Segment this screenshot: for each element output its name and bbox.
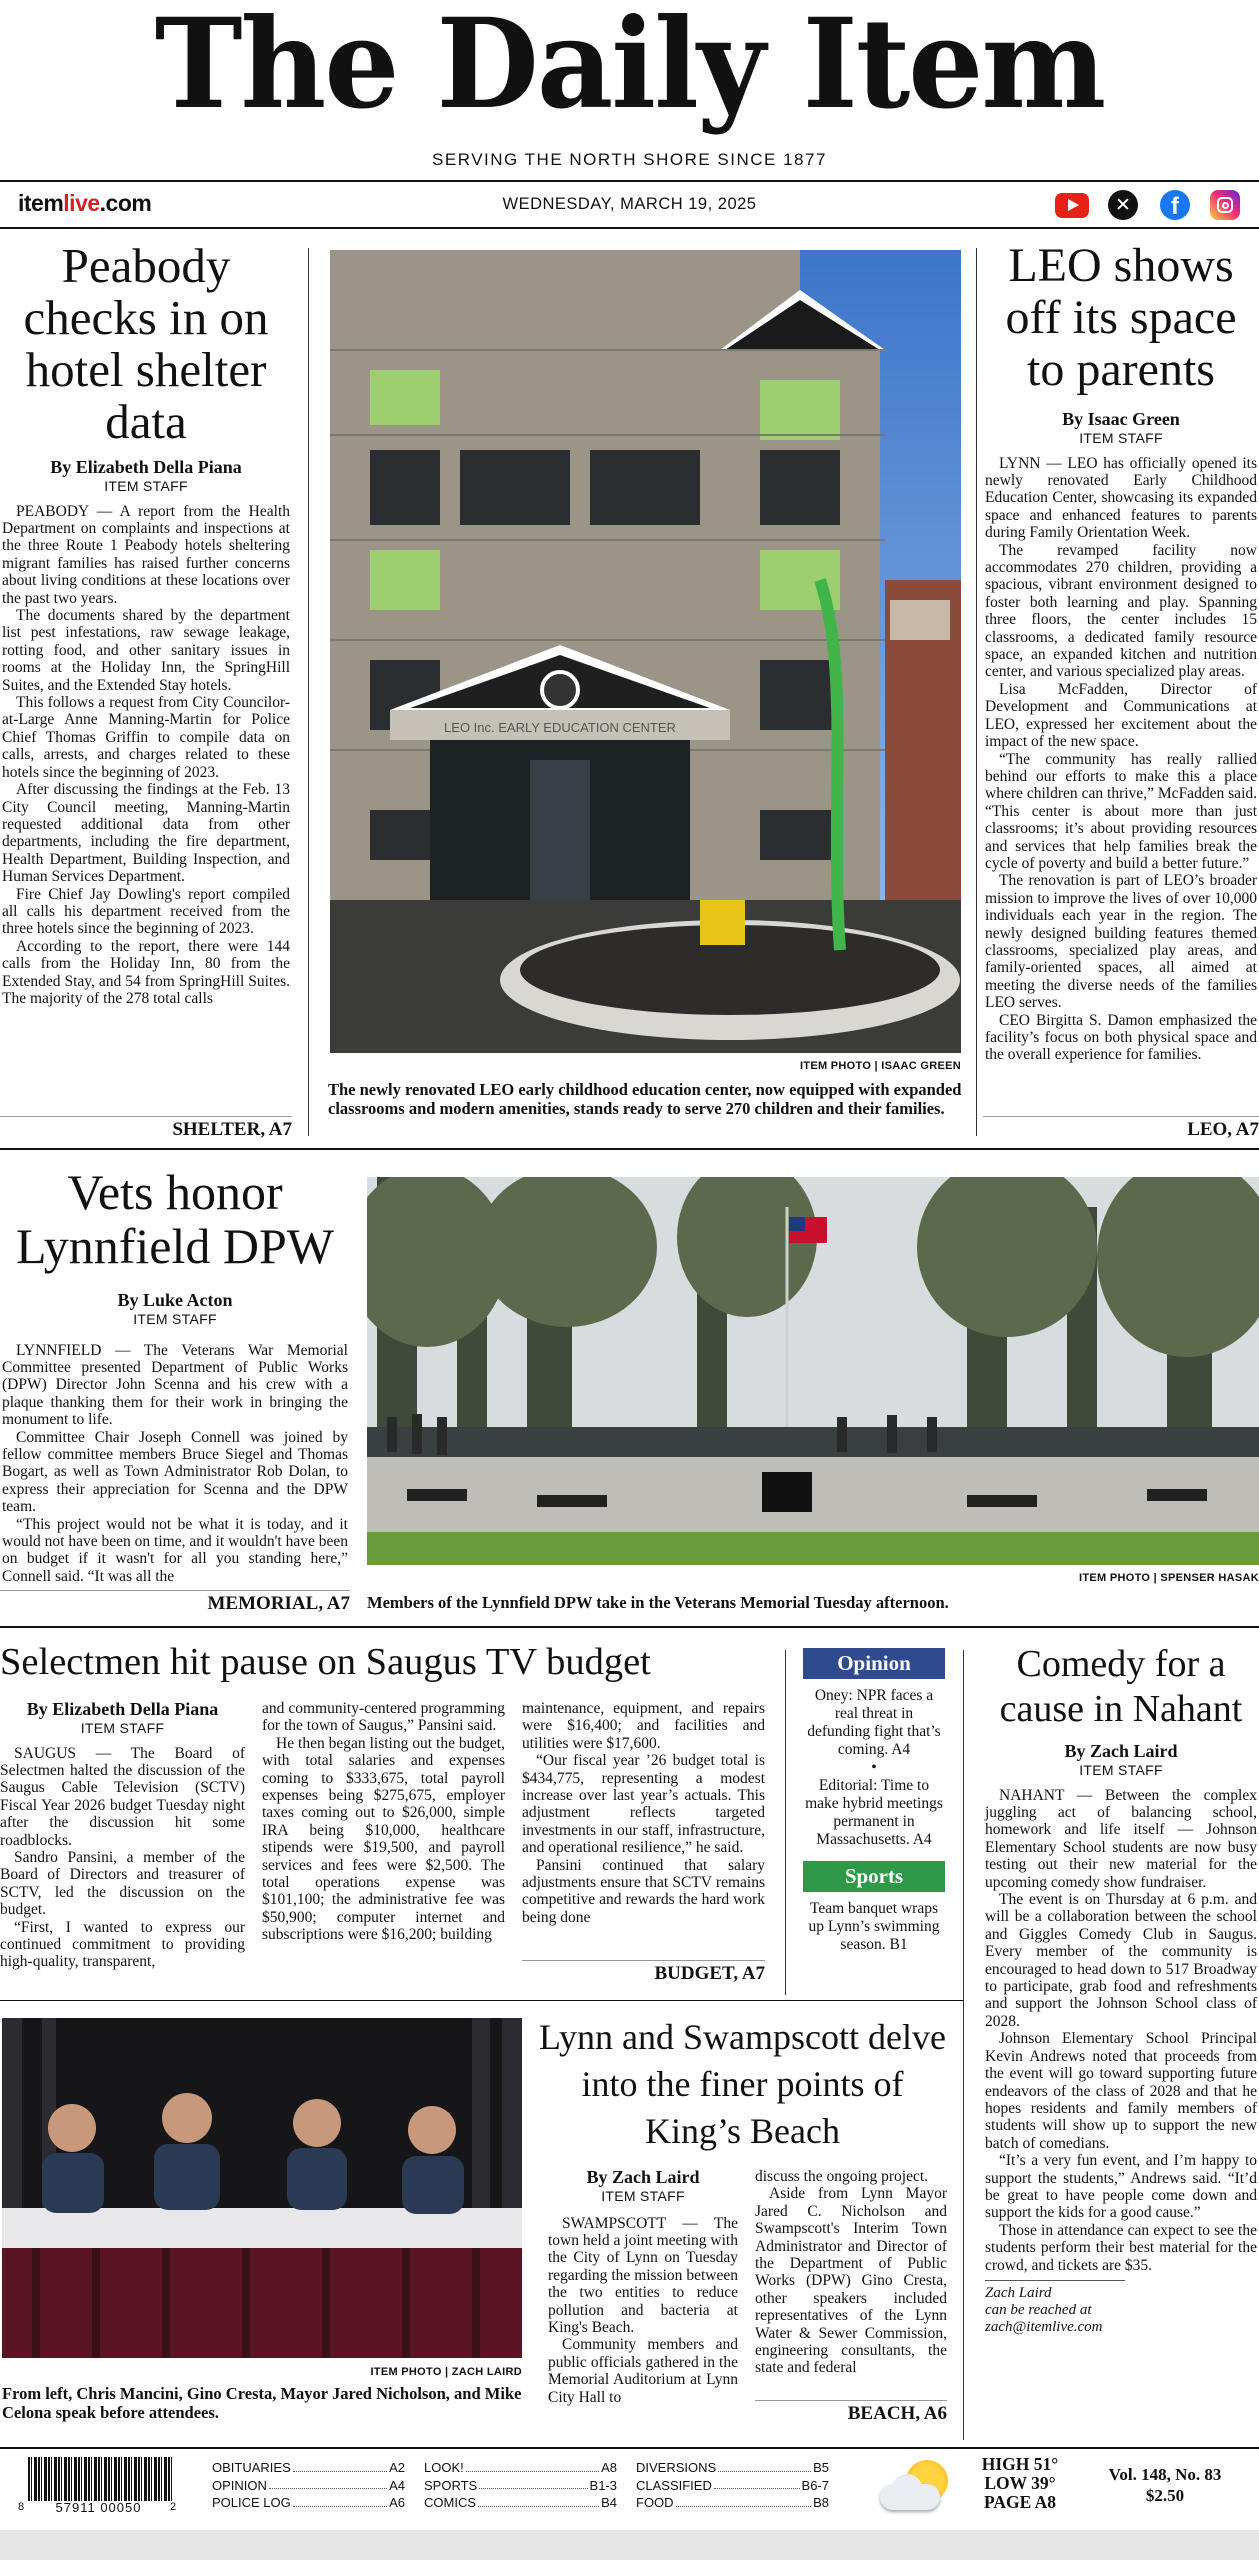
paragraph: Sandro Pansini, a member of the Board of Directors and treasurer of SCTV, led the discussion on the budget.: [0, 1849, 245, 1919]
sports-teaser[interactable]: Team banquet wraps up Lynn’s swimming season. B1: [808, 1900, 940, 1953]
index-item-classified[interactable]: [636, 2477, 829, 2495]
index-label: CLASSIFIED: [636, 2477, 712, 2493]
photo-caption: From left, Chris Mancini, Gino Cresta, Mayor Jared Nicholson, and Mike Celona speak before attendees.: [2, 2384, 522, 2422]
instagram-icon[interactable]: [1210, 190, 1240, 220]
story-saugus: [0, 1640, 770, 1684]
index-page: A8: [601, 2460, 617, 2475]
barcode-number: 57911 00050: [55, 2500, 142, 2515]
barcode-left-digit: 8: [18, 2501, 25, 2513]
paragraph: According to the report, there were 144 calls from the Holiday Inn, 80 from the Extended Stay, and 54 from SpringHill Suites. The majority of the 278 total calls: [2, 937, 290, 1007]
weather-low: LOW 39°: [984, 2473, 1056, 2493]
index-label: POLICE LOG: [212, 2495, 291, 2510]
photo-caption: The newly renovated LEO early childhood education center, now equipped with expanded classrooms and modern amenities, stands ready to serve 270 children and their families.: [328, 1080, 962, 1118]
index-page: B8: [813, 2495, 829, 2510]
index-label: SPORTS: [424, 2477, 478, 2493]
opinion-header[interactable]: Opinion: [803, 1648, 945, 1679]
panel-photo[interactable]: [2, 2018, 522, 2358]
saugus-col-3: [522, 1700, 765, 1926]
article-body: [983, 455, 1259, 1064]
masthead-tagline: SERVING THE NORTH SHORE SINCE 1877: [432, 150, 827, 169]
paragraph: Johnson Elementary School Principal Kevin Andrews noted that proceeds from the event will go toward supporting future endeavors of the class of 2028 and that he hopes residents and family members of students will show up to support the new batch of comedians.: [985, 2030, 1257, 2152]
paragraph: Aside from Lynn Mayor Jared C. Nicholson and Swampscott's Interim Town Administrator and Director of the Department of Public Works (DPW) Gino Cresta, other speakers included representatives of the Lynn Water & Sewer Commission, engineering consultants, the state and federal: [755, 2185, 947, 2377]
index-label: LOOK!: [424, 2460, 464, 2475]
staff-label: ITEM STAFF: [601, 2187, 685, 2204]
article-body: [0, 1745, 245, 1971]
jump-link[interactable]: SHELTER, A7: [0, 1116, 292, 1141]
footer-rule: [0, 2447, 1259, 2449]
byline: By Elizabeth Della Piana: [26, 1699, 219, 1719]
signature-rule: [985, 2280, 1125, 2281]
partly-sunny-icon: [878, 2458, 958, 2514]
byline: By Zach Laird: [1064, 1741, 1178, 1761]
headline[interactable]: Vets honor Lynnfield DPW: [15, 1164, 335, 1274]
site-link-item: item: [18, 190, 64, 216]
paragraph: maintenance, equipment, and repairs were $16,400; and facilities and utilities were $17,600.: [522, 1700, 765, 1752]
story-nahant: [983, 1642, 1259, 2336]
staff-label: ITEM STAFF: [80, 1719, 165, 1736]
article-body: [983, 1787, 1259, 2274]
headline[interactable]: LEO shows off its space to parents: [1005, 239, 1237, 396]
weather-high: HIGH 51°: [981, 2454, 1059, 2474]
paragraph: The revamped facility now accommodates 270 children, providing a spacious, vibrant environment designed to foster both learning and play. Spanning three floors, the center includes 15 classrooms, a dedicated family resource space, an expanded kitchen and nutrition center, and various specialized play areas.: [985, 541, 1257, 681]
site-link-com: .com: [99, 190, 152, 216]
index-col-1: [212, 2459, 405, 2512]
index-label: COMICS: [424, 2495, 476, 2510]
paragraph: “It’s a very fun event, and I’m happy to support the students,” Andrews said. “It’d be great to have people come down and support the kids for a good cause.”: [985, 2152, 1257, 2222]
column-rule: [976, 248, 977, 1136]
paragraph: Lisa McFadden, Director of Development and Communications at LEO, expressed her excitement about the impact of the new space.: [985, 680, 1257, 751]
story-leo: [983, 240, 1259, 1064]
saugus-col-1: [0, 1700, 245, 1971]
leo-building-photo: [330, 250, 961, 1053]
panel-speakers-photo: [2, 2018, 522, 2358]
photo-credit: ITEM PHOTO | ISAAC GREEN: [799, 1060, 961, 1072]
masthead-rule-top: [0, 180, 1259, 182]
paragraph: The documents shared by the department list pest infestations, raw sewage leakage, rotting food, and other sanitary issues in rooms at the Holiday Inn, the SpringHill Suites, and the Extended Stay hotels.: [2, 607, 290, 694]
index-item-diversions[interactable]: [636, 2459, 829, 2477]
weather-page: PAGE A8: [983, 2492, 1057, 2512]
paragraph: After discussing the findings at the Feb. 13 City Council meeting, Manning-Martin requested additional data from other departments, including the fire department, Health Department, Building Inspection, and Human Services Department.: [2, 781, 290, 886]
article-body: [0, 1342, 350, 1586]
building-sign: LEO Inc. EARLY EDUCATION CENTER: [444, 720, 676, 735]
index-item-obituaries[interactable]: [212, 2459, 405, 2477]
headline[interactable]: Peabody checks in on hotel shelter data: [23, 238, 269, 449]
index-item-food[interactable]: [636, 2494, 829, 2512]
headline[interactable]: Comedy for a cause in Nahant: [999, 1643, 1243, 1730]
column-rule: [963, 1650, 964, 2440]
index-page: B6-7: [801, 2477, 829, 2493]
index-page: A2: [389, 2460, 405, 2475]
index-col-2: [424, 2459, 617, 2512]
index-label: OPINION: [212, 2477, 267, 2493]
jump-link[interactable]: BUDGET, A7: [522, 1960, 765, 1985]
byline: By Luke Acton: [117, 1290, 233, 1310]
index-page: B4: [601, 2495, 617, 2510]
saugus-col-2: [262, 1700, 505, 1944]
column-rule: [308, 248, 309, 1136]
index-page: A4: [389, 2477, 405, 2493]
beach-col-1: [548, 2168, 738, 2406]
byline: By Isaac Green: [1062, 409, 1180, 429]
price: $2.50: [1145, 2486, 1185, 2505]
photo-credit: ITEM PHOTO | ZACH LAIRD: [370, 2366, 522, 2378]
article-body: [0, 503, 292, 1008]
index-page: B1-3: [589, 2477, 617, 2493]
index-item-sports[interactable]: [424, 2477, 617, 2495]
index-item-look[interactable]: [424, 2459, 617, 2477]
barcode-right-digit: 2: [170, 2501, 177, 2513]
author-signature: [983, 2285, 1259, 2336]
paragraph: “First, I wanted to express our continued commitment to providing high-quality, transparent,: [0, 1918, 245, 1971]
index-label: OBITUARIES: [212, 2460, 291, 2475]
staff-label: ITEM STAFF: [133, 1310, 217, 1327]
index-page: B5: [813, 2460, 829, 2475]
section-rule: [0, 1148, 1259, 1150]
section-rule: [0, 2000, 963, 2001]
bottom-band: [0, 2530, 1259, 2560]
paragraph: “This project would not be what it is today, and it would not have been on time, and it wouldn't have been on budget if it wasn't for all you standing here,” Connell said. “It was all the: [2, 1515, 348, 1585]
masthead: [0, 0, 1259, 230]
leo-photo[interactable]: [330, 250, 961, 1053]
paragraph: LYNNFIELD — The Veterans War Memorial Committee presented Department of Public Works (DPW) Director John Scenna and his crew with a plaque thanking them for their work in bringing the monument to life.: [2, 1341, 348, 1429]
x-icon[interactable]: ✕: [1108, 190, 1138, 220]
index-item-opinion[interactable]: [212, 2477, 405, 2495]
site-link-live: live: [63, 190, 100, 216]
paragraph: LYNN — LEO has officially opened its newly renovated Early Childhood Education Center, showcasing its expanded space and enhanced features to parents during Family Orientation Week.: [985, 454, 1257, 542]
signature-name: Zach Laird: [985, 2284, 1052, 2301]
paragraph: Committee Chair Joseph Connell was joined by fellow committee members Bruce Siegel and Thomas Bogart, as well as Town Administrator Rob Dolan, to express their appreciation for Scenna and the DPW team.: [2, 1428, 348, 1516]
beach-col-2: [755, 2168, 947, 2377]
story-peabody: [0, 240, 292, 1007]
headline[interactable]: Selectmen hit pause on Saugus TV budget: [0, 1641, 651, 1683]
index-col-3: [636, 2459, 829, 2512]
byline: By Elizabeth Della Piana: [50, 457, 242, 477]
paragraph: He then began listing out the budget, with total salaries and expenses coming to $333,675, total payroll expenses being $275,675, employer taxes coming out to $26,000, simple IRA being $10,000, healthcare stipends were $19,500, and payroll services and fees were $2,500. The total operations expense was $101,100; the administrative fee was $50,900; computer internet and subscriptions were $16,200; building: [262, 1734, 505, 1944]
paragraph: The event is on Thursday at 6 p.m. and will be a collaboration between the school and Giggles Comedy Club in Saugus. Every member of the community is encouraged to head down to 517 Broadway to participate, grab food and refreshments and support the Johnson School class of 2028.: [985, 1891, 1257, 2030]
barcode-bars: [28, 2457, 173, 2501]
opinion-teaser[interactable]: Oney: NPR faces a real threat in defunding fight that’s coming. A4: [807, 1687, 941, 1758]
jump-link[interactable]: LEO, A7: [983, 1116, 1259, 1141]
opinion-teaser[interactable]: Editorial: Time to make hybrid meetings permanent in Massachusetts. A4: [805, 1777, 943, 1848]
paragraph: This follows a request from City Councilor-at-Large Anne Manning-Martin for Police Chief Thomas Griffin to compile data on calls, arrests, and charges related to these hotels since the beginning of 2023.: [2, 694, 290, 781]
paragraph: Those in attendance can expect to see the students perform their best material for the crowd, and tickets are $35.: [985, 2221, 1257, 2274]
sports-header[interactable]: Sports: [803, 1861, 945, 1892]
index-item-comics[interactable]: [424, 2494, 617, 2512]
story-beach: [535, 2014, 950, 2155]
signature-line: can be reached at: [985, 2301, 1092, 2318]
headline[interactable]: Lynn and Swampscott delve into the finer points of King’s Beach: [539, 2017, 946, 2151]
paragraph: “The community has really rallied behind our efforts to make this a place where children can thrive,” McFadden said. “This center is about more than just classrooms; it’s about providing resources and services that help families break the cycle of poverty and build a better future.”: [985, 750, 1257, 872]
index-label: FOOD: [636, 2495, 674, 2510]
barcode: [18, 2457, 183, 2515]
index-label: DIVERSIONS: [636, 2460, 717, 2475]
memorial-photo[interactable]: [367, 1177, 1259, 1565]
paragraph: Fire Chief Jay Dowling's report compiled all calls his department received from the three hotels since the beginning of 2023.: [2, 885, 290, 938]
issue-date: WEDNESDAY, MARCH 19, 2025: [502, 195, 757, 213]
byline: By Zach Laird: [586, 2167, 700, 2187]
index-page: A6: [389, 2495, 405, 2510]
paragraph: The renovation is part of LEO’s broader mission to improve the lives of over 10,000 individuals each year in the region. The newly designed building features themed classrooms, specialized play areas, and family-oriented spaces, all aimed at meeting the diverse needs of the families LEO serves.: [985, 872, 1257, 1012]
staff-label: ITEM STAFF: [1079, 1761, 1163, 1778]
signature-email[interactable]: zach@itemlive.com: [985, 2318, 1103, 2335]
facebook-icon[interactable]: f: [1160, 190, 1190, 220]
paragraph: discuss the ongoing project.: [755, 2168, 929, 2185]
photo-credit: ITEM PHOTO | SPENSER HASAK: [1079, 1572, 1259, 1584]
paragraph: PEABODY — A report from the Health Department on complaints and inspections at the three Route 1 Peabody hotels sheltering migrant families has raised further concerns about living conditions at these locations over the past two years.: [2, 502, 290, 607]
promo-sidebar: [803, 1648, 945, 1954]
story-vets: [0, 1165, 350, 1585]
paragraph: Pansini continued that salary adjustments ensure that SCTV remains competitive and rewards the hard work being done: [522, 1856, 765, 1926]
column-rule: [785, 1650, 786, 1995]
masthead-rule-bottom: [0, 227, 1259, 229]
index-item-police-log[interactable]: [212, 2494, 405, 2512]
paragraph: SAUGUS — The Board of Selectmen halted the discussion of the Saugus Cable Television (SCTV) Fiscal Year 2026 budget Tuesday night after the discussion hit some roadblocks.: [0, 1744, 245, 1849]
memorial-park-photo: [367, 1177, 1259, 1565]
jump-link[interactable]: MEMORIAL, A7: [0, 1590, 350, 1615]
photo-caption: Members of the Lynnfield DPW take in the Veterans Memorial Tuesday afternoon.: [367, 1593, 949, 1612]
paragraph: “Our fiscal year ’26 budget total is $434,775, representing a modest increase over last year’s actuals. This adjustment reflects targeted investments in our staff, infrastructure, and operational resilience,” he said.: [522, 1752, 765, 1857]
paragraph: and community-centered programming for the town of Saugus,” Pansini said.: [262, 1700, 505, 1735]
issue-info: [1090, 2464, 1240, 2506]
youtube-icon[interactable]: [1055, 193, 1089, 218]
weather-box[interactable]: [965, 2455, 1075, 2512]
paragraph: NAHANT — Between the complex juggling act of balancing school, homework and life itself — Johnson Elementary School students are now busy testing out their new material for the upcoming comedy show fundraiser.: [985, 1786, 1257, 1891]
paragraph: Community members and public officials gathered in the Memorial Auditorium at Lynn City Hall to: [548, 2336, 738, 2406]
volume-number: Vol. 148, No. 83: [1108, 2465, 1222, 2484]
article-body: [548, 2215, 738, 2406]
paragraph: SWAMPSCOTT — The town held a joint meeting with the City of Lynn on Tuesday regarding the mission between the two entities to reduce pollution and bacteria at King's Beach.: [548, 2214, 738, 2337]
staff-label: ITEM STAFF: [1079, 429, 1163, 446]
staff-label: ITEM STAFF: [104, 477, 188, 494]
paragraph: CEO Birgitta S. Damon emphasized the facility’s focus on both physical space and the overall experience for families.: [985, 1011, 1257, 1064]
masthead-title: The Daily Item: [154, 0, 1105, 137]
bullet-separator: •: [871, 1759, 877, 1776]
jump-link[interactable]: BEACH, A6: [755, 2400, 947, 2425]
section-rule: [0, 1626, 1259, 1628]
